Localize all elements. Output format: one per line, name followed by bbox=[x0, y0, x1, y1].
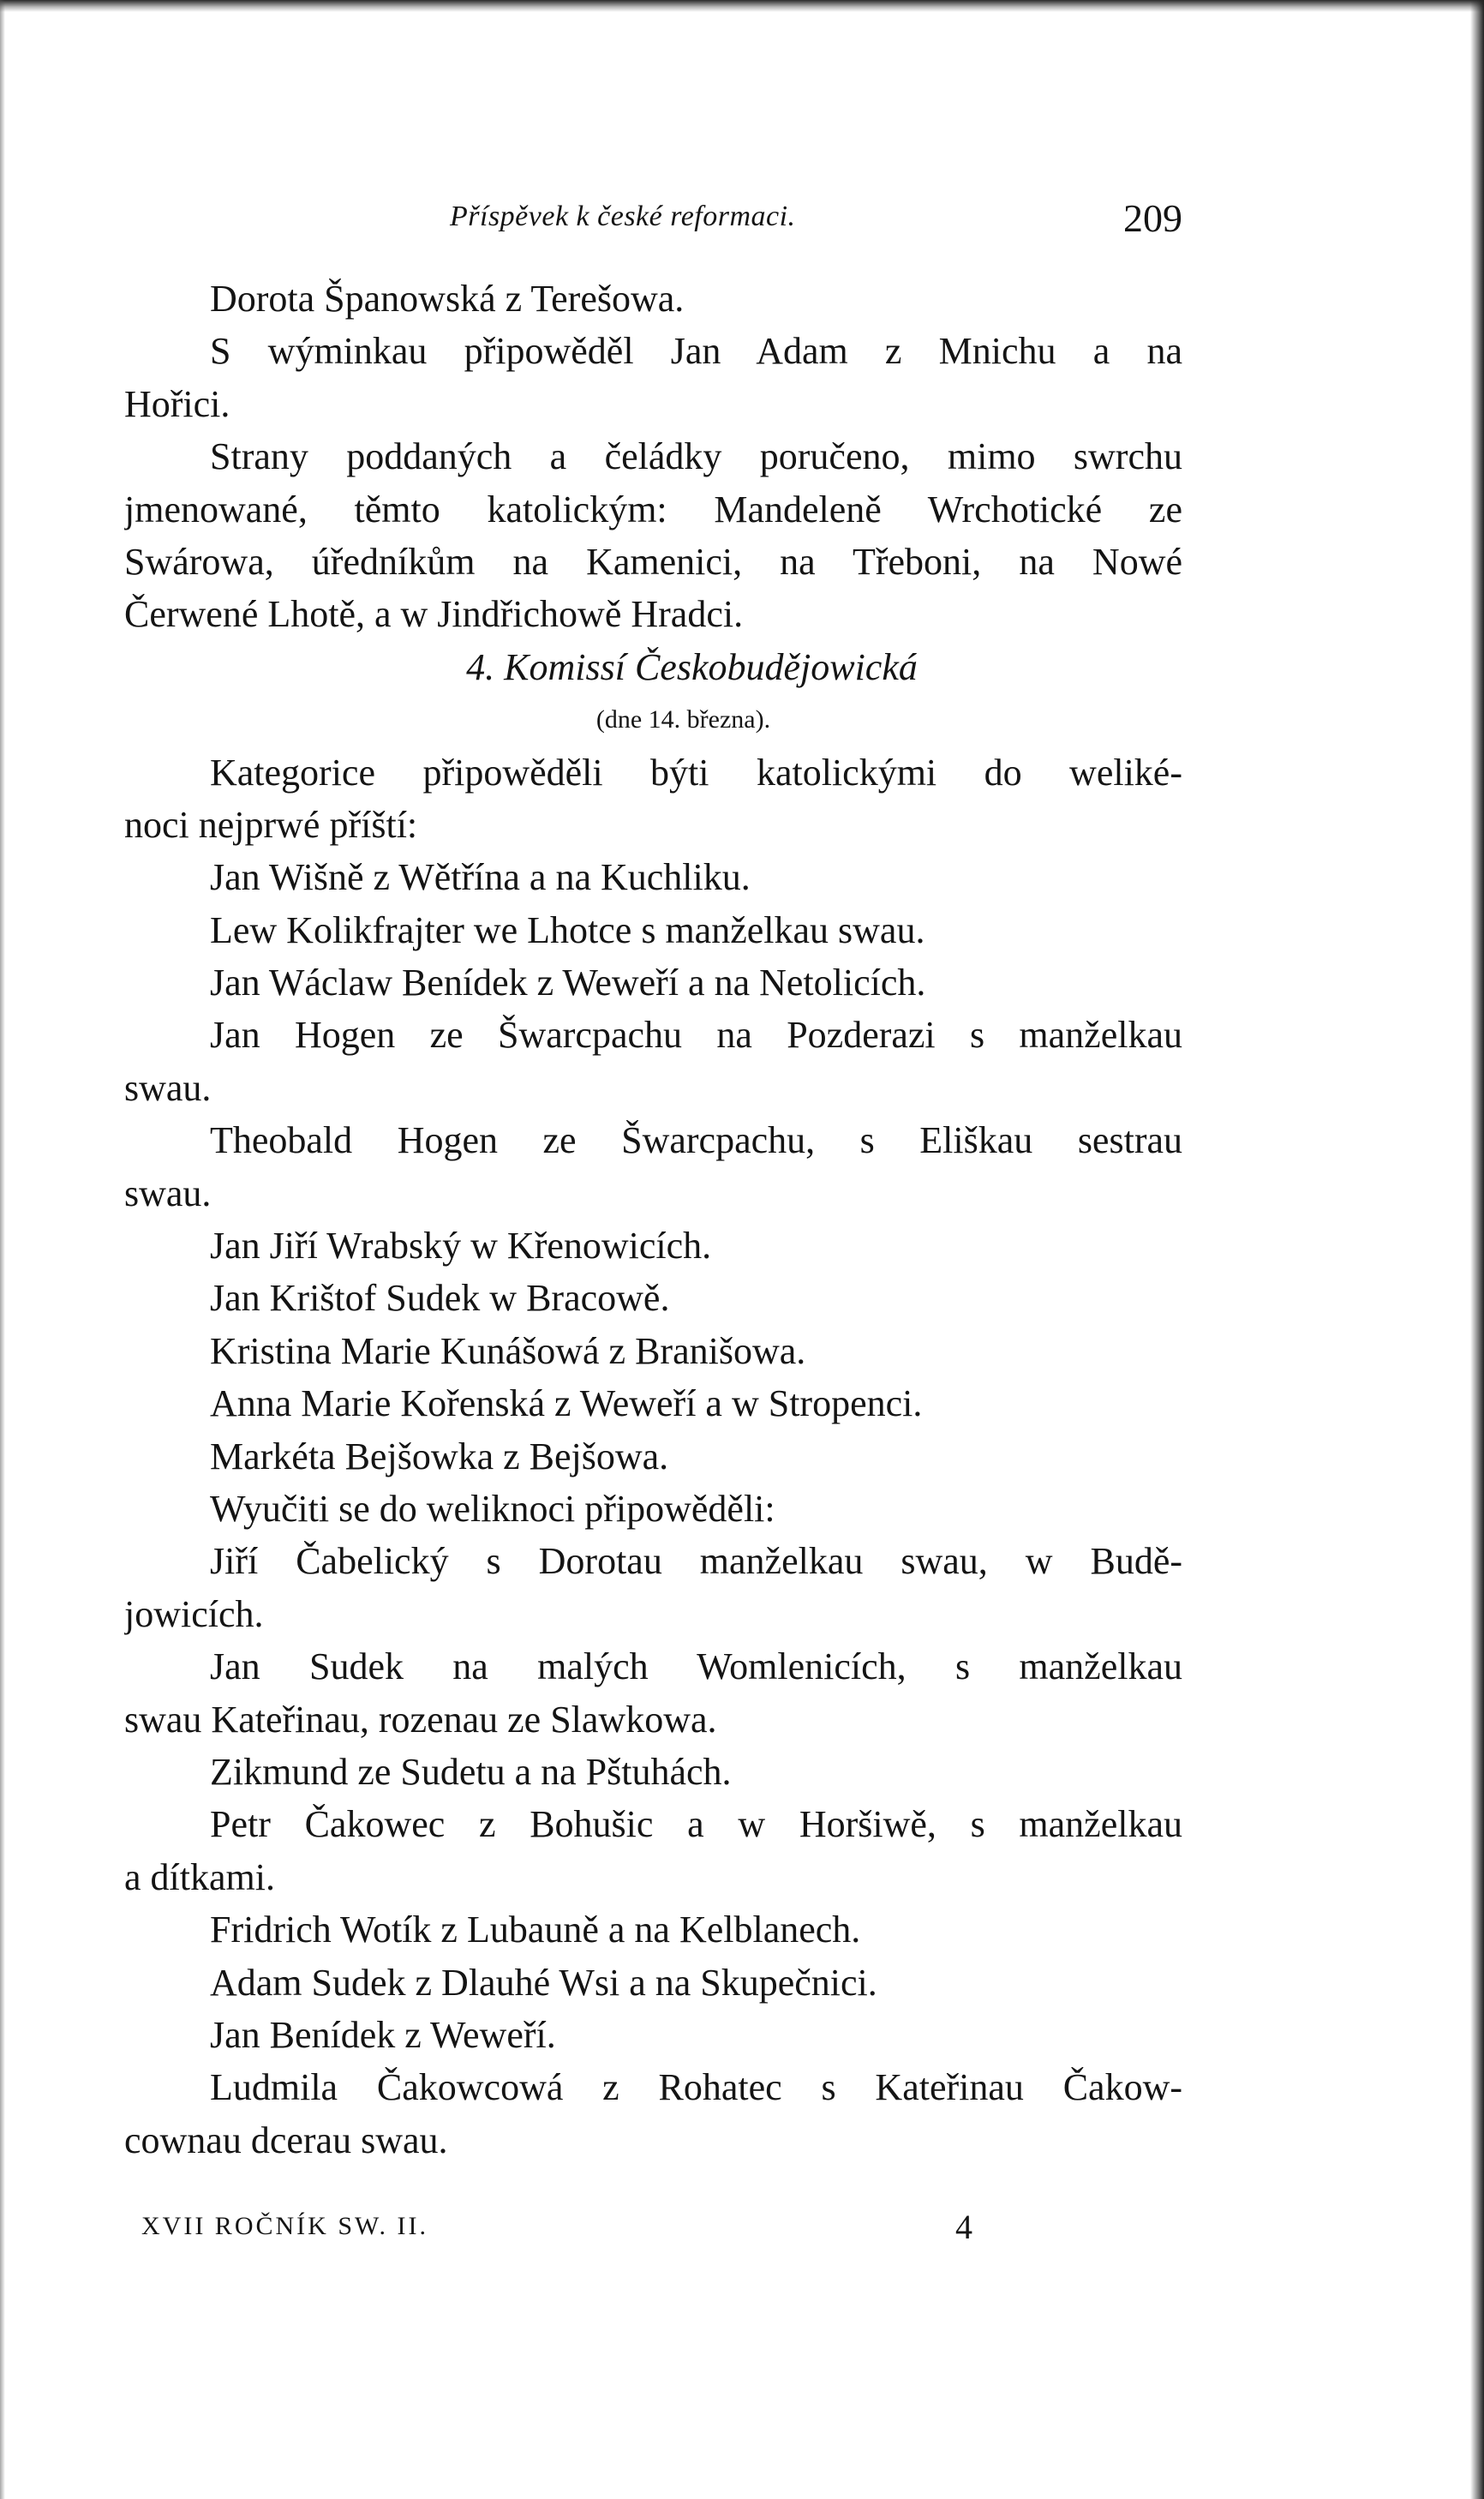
text-line: swau. bbox=[124, 1066, 212, 1109]
page-number: 209 bbox=[1123, 196, 1182, 240]
list-item: Jan Krištof Sudek w Bracowě. bbox=[210, 1277, 670, 1320]
text-line: swau Kateřinau, rozenau ze Slawkowa. bbox=[124, 1698, 717, 1741]
list-item: Jan Wáclaw Benídek z Weweří a na Netolicích. bbox=[210, 962, 926, 1004]
list-item: Fridrich Wotík z Lubauně a na Kelblanech. bbox=[210, 1909, 861, 1951]
list-item: Zikmund ze Sudetu a na Pštuhách. bbox=[210, 1750, 732, 1793]
text-line: swau. bbox=[124, 1172, 212, 1214]
text-line: jmenowané, těmto katolickým: Mandeleně Wrchotické ze bbox=[124, 488, 1182, 530]
text-line: jowicích. bbox=[124, 1592, 264, 1635]
text-line: Čerwené Lhotě, a w Jindřichowě Hradci. bbox=[124, 593, 744, 636]
list-item: Jan Jiří Wrabský w Křenowicích. bbox=[210, 1225, 712, 1267]
page-footer bbox=[141, 2207, 1041, 2250]
body-text bbox=[124, 273, 1182, 2166]
sheet-number: 4 bbox=[955, 2208, 972, 2246]
text-line: Strany poddaných a čeládky poručeno, mimo swrchu bbox=[210, 435, 1182, 478]
printer-signature: XVII ROČNÍK SW. II. bbox=[141, 2212, 429, 2240]
page-header bbox=[124, 195, 1182, 249]
list-item: Lew Kolikfrajter we Lhotce s manželkau swau. bbox=[210, 908, 925, 951]
section-title: 4. Komissí Českobudějowická bbox=[466, 645, 918, 688]
text-line: Hořici. bbox=[124, 382, 230, 425]
running-title: Příspěvek k české reformaci. bbox=[450, 201, 796, 232]
text-line: Dorota Španowská z Terešowa. bbox=[210, 278, 685, 320]
list-item: Ludmila Čakowcowá z Rohatec s Kateřinau Čakow- bbox=[210, 2066, 1182, 2109]
list-item: Jan Benídek z Weweří. bbox=[210, 2013, 556, 2056]
text-line: a dítkami. bbox=[124, 1855, 275, 1898]
scan-edge-top bbox=[0, 0, 1484, 12]
list-item: Petr Čakowec z Bohušic a w Horšiwě, s manželkau bbox=[210, 1803, 1182, 1846]
text-line: S wýminkau připowěděl Jan Adam z Mnichu a na bbox=[210, 330, 1182, 373]
text-line: Kategorice připowěděli býti katolickými do weliké- bbox=[210, 751, 1182, 794]
list-item: Kristina Marie Kunášowá z Branišowa. bbox=[210, 1329, 806, 1372]
list-item: Jan Hogen ze Šwarcpachu na Pozderazi s manželkau bbox=[210, 1014, 1182, 1057]
list-item: Jiří Čabelický s Dorotau manželkau swau, w Budě- bbox=[210, 1540, 1182, 1583]
list-item: Adam Sudek z Dlauhé Wsi a na Skupečnici. bbox=[210, 1961, 877, 2004]
text-line: noci nejprwé příští: bbox=[124, 803, 418, 846]
list-item: Markéta Bejšowka z Bejšowa. bbox=[210, 1435, 669, 1477]
scan-edge-right bbox=[1470, 0, 1484, 2499]
list-item: Jan Sudek na malých Womlenicích, s manželkau bbox=[210, 1645, 1182, 1688]
list-item: Jan Wišně z Wětřína a na Kuchliku. bbox=[210, 856, 751, 899]
text-line: cownau dcerau swau. bbox=[124, 2118, 448, 2161]
text-line: Wyučiti se do weliknoci připowěděli: bbox=[210, 1487, 775, 1530]
list-item: Anna Marie Kořenská z Weweří a w Stropenci. bbox=[210, 1382, 923, 1425]
list-item: Theobald Hogen ze Šwarcpachu, s Eliškau sestrau bbox=[210, 1119, 1182, 1162]
section-date: (dne 14. března). bbox=[595, 705, 771, 734]
text-line: Swárowa, úředníkům na Kamenici, na Třeboni, na Nowé bbox=[124, 540, 1182, 583]
scan-edge-left bbox=[0, 0, 5, 2499]
